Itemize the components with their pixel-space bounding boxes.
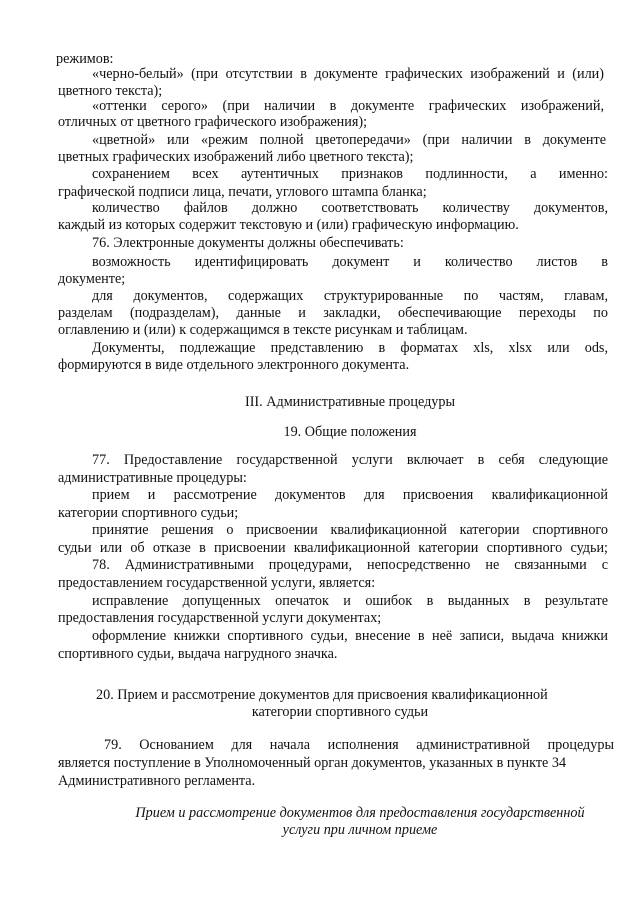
text-line: Административного регламента. [58, 773, 256, 789]
subsection-heading-19: 19. Общие положения [283, 424, 417, 440]
text-line: Документы, подлежащие представлению в форматах xls, xlsx или ods, [92, 340, 608, 356]
paragraph-78: 78. Административными процедурами, непосредственно не связанными с [92, 557, 608, 573]
text-line: спортивного судьи, выдача нагрудного значка. [58, 646, 338, 662]
text-line: «черно-белый» (при отсутствии в документе графических изображений и (или) [92, 66, 604, 82]
paragraph-76: 76. Электронные документы должны обеспечивать: [92, 235, 404, 251]
text-line: оглавлению и (или) к содержащимся в тексте рисункам и таблицам. [58, 322, 468, 338]
text-line: графической подписи лица, печати, углового штампа бланка; [58, 184, 427, 200]
text-line: цветных графических изображений либо цветного текста); [58, 149, 414, 165]
text-line: формируются в виде отдельного электронного документа. [58, 357, 410, 373]
italic-subheading-cont: услуги при личном приеме [282, 822, 438, 838]
subsection-heading-20-cont: категории спортивного судьи [251, 704, 429, 720]
text-line: исправление допущенных опечаток и ошибок в выданных в результате [92, 593, 608, 609]
text-line: категории спортивного судьи; [58, 505, 239, 521]
text-line: «цветной» или «режим полной цветопередачи» (при наличии в документе [92, 132, 606, 148]
text-line: разделам (подразделам), данные и закладки, обеспечивающие переходы по [58, 305, 608, 321]
text-line: прием и рассмотрение документов для присвоения квалификационной [92, 487, 608, 503]
subsection-heading-20: 20. Прием и рассмотрение документов для присвоения квалификационной [96, 687, 548, 703]
text-line: каждый из которых содержит текстовую и (или) графическую информацию. [58, 217, 519, 233]
paragraph-77: 77. Предоставление государственной услуги включает в себя следующие [92, 452, 608, 468]
paragraph-79: 79. Основанием для начала исполнения административной процедуры [104, 737, 614, 753]
text-line: является поступление в Уполномоченный орган документов, указанных в пункте 34 [58, 755, 567, 771]
text-line: «оттенки серого» (при наличии в документе графических изображений, [92, 98, 604, 114]
text-line: сохранением всех аутентичных признаков подлинности, а именно: [92, 166, 608, 182]
italic-subheading: Прием и рассмотрение документов для предоставления государственной [135, 805, 585, 821]
text-line: судьи или об отказе в присвоении квалификационной категории спортивного судьи; [58, 540, 608, 556]
text-line: количество файлов должно соответствовать количеству документов, [92, 200, 608, 216]
text-line: режимов: [56, 51, 114, 67]
text-line: предоставлением государственной услуги, является: [58, 575, 376, 591]
text-line: возможность идентифицировать документ и количество листов в [92, 254, 608, 270]
text-line: административные процедуры: [58, 470, 247, 486]
text-line: отличных от цветного графического изображения); [58, 114, 368, 130]
section-heading-iii: III. Административные процедуры [244, 394, 456, 410]
text-line: цветного текста); [58, 83, 163, 99]
text-line: принятие решения о присвоении квалификационной категории спортивного [92, 522, 608, 538]
text-line: документе; [58, 271, 126, 287]
text-line: предоставления государственной услуги документах; [58, 610, 382, 626]
text-line: для документов, содержащих структурированные по частям, главам, [92, 288, 608, 304]
text-line: оформление книжки спортивного судьи, внесение в неё записи, выдача книжки [92, 628, 608, 644]
